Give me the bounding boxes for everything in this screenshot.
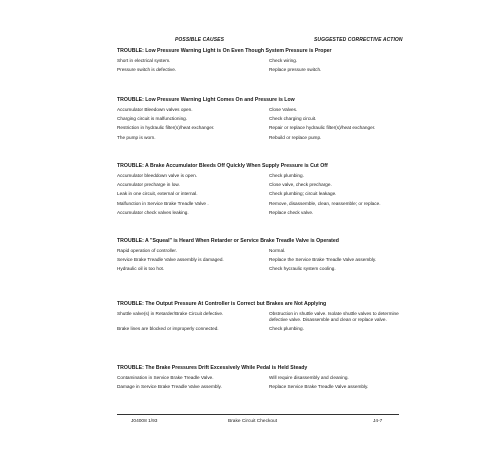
trouble-heading: TROUBLE: The Output Pressure At Controller is Correct but Brakes are Not Applying: [117, 301, 327, 307]
cause-text: Short in electrical system.: [117, 58, 171, 63]
action-text: Rebuild or replace pump.: [269, 134, 322, 140]
cause-text: Charging circuit is malfunctioning.: [117, 116, 188, 122]
table-row: [117, 107, 399, 113]
table-row: [117, 266, 399, 272]
footer-title: Brake Circuit Checkout: [228, 419, 278, 424]
cause-text: Brake lines are blocked or improperly connected.: [117, 325, 219, 331]
table-row: [117, 116, 399, 122]
trouble-heading: TROUBLE: A Brake Accumulator Bleeds Off Quickly When Supply Pressure is Cut Off: [117, 163, 328, 169]
cause-text: The pump is worn.: [117, 134, 156, 140]
action-text: Close Valves.: [269, 107, 298, 112]
document-code: J04008 1/93: [131, 419, 158, 424]
possible-causes-heading: POSSIBLE CAUSES: [175, 37, 225, 43]
action-text: Replace pressure switch.: [269, 67, 322, 73]
cause-text: Malfunction in Service Brake Treadle Valve .: [117, 200, 209, 206]
cause-text: Damage in Service Brake Treadle Valve assembly.: [117, 384, 222, 390]
trouble-heading: TROUBLE: A "Squeal" is Heard When Retarder or Service Brake Treadle Valve is Operated: [117, 238, 339, 244]
trouble-section: [117, 365, 399, 393]
cause-text: Accumulator precharge in low.: [117, 182, 180, 188]
cause-text: Service Brake Treadle Valve assembly is damaged.: [117, 257, 224, 263]
table-row: [117, 210, 399, 216]
trouble-section: [117, 238, 399, 276]
trouble-heading: TROUBLE: Low Pressure Warning Light Comes On and Pressure is Low: [117, 97, 295, 103]
cause-text: Accumulator check valves leaking.: [117, 209, 189, 215]
table-row: [117, 135, 399, 141]
table-row: [117, 125, 399, 131]
cause-text: Contamination in Service Brake Treadle Valve.: [117, 375, 214, 380]
action-text: Close valve, check precharge.: [269, 182, 332, 188]
table-row: [117, 384, 399, 390]
table-row: [117, 248, 399, 254]
table-row: [117, 58, 399, 64]
trouble-section: [117, 163, 399, 219]
action-text: Check charging circuit.: [269, 116, 317, 122]
cause-text: Shuttle valve(s) in Retarder/Brake Circuit defective.: [117, 311, 224, 316]
cause-text: Accumulator bleeddown valve is open.: [117, 173, 197, 178]
trouble-heading: TROUBLE: The Brake Pressures Drift Excessively While Pedal is Held Steady: [117, 365, 308, 371]
table-row: [117, 191, 399, 197]
action-text: Repair or replace hydraulic filter(s)/heat exchanger.: [269, 125, 376, 131]
trouble-section: [117, 97, 399, 144]
cause-text: Accumulator Bleedown valves open.: [117, 107, 193, 112]
trouble-heading: TROUBLE: Low Pressure Warning Light is On Even Though System Pressure is Proper: [117, 48, 332, 54]
trouble-section: [117, 48, 399, 76]
cause-text: Restriction in hydraulic filter(s)/heat exchanger.: [117, 125, 215, 131]
trouble-section: [117, 301, 399, 335]
table-row: [117, 182, 399, 188]
action-text: Replace Service Brake Treadle Valve assembly.: [269, 384, 369, 390]
action-text: Replace check valve.: [269, 209, 314, 215]
cause-text: Leak in one circuit, external or internal.: [117, 191, 198, 197]
action-text: Check plumbing; circuit leakage.: [269, 191, 337, 197]
table-row: [117, 67, 399, 73]
cause-text: Pressure switch is defective.: [117, 67, 177, 73]
cause-text: Rapid operation of controller.: [117, 248, 177, 253]
action-text: Check wiring.: [269, 58, 298, 63]
action-text: Obstruction in shuttle valve. Isolate shuttle valves to determine defective valve. Disassemble and clean or replace valve.: [269, 311, 399, 322]
action-text: Will require disassembly and cleaning.: [269, 375, 349, 380]
table-row: [117, 201, 399, 207]
action-text: Check plumbing.: [269, 325, 304, 331]
page-number: J4-7: [373, 419, 383, 424]
action-text: Remove, disassemble, clean, reassemble; or replace.: [269, 200, 381, 206]
corrective-action-heading: SUGGESTED CORRECTIVE ACTION: [314, 37, 403, 43]
action-text: Check plumbing.: [269, 173, 304, 178]
action-text: Replace the Service Brake Treadle Valve assembly.: [269, 257, 377, 263]
table-row: [117, 375, 399, 381]
footer-divider: [117, 414, 399, 415]
cause-text: Hydraulic oil is too hot.: [117, 266, 165, 272]
action-text: Normal.: [269, 248, 286, 253]
table-row: [117, 326, 399, 332]
table-row: [117, 173, 399, 179]
table-row: [117, 257, 399, 263]
action-text: Check hycraulic system cooling.: [269, 266, 336, 272]
table-row: [117, 311, 399, 322]
